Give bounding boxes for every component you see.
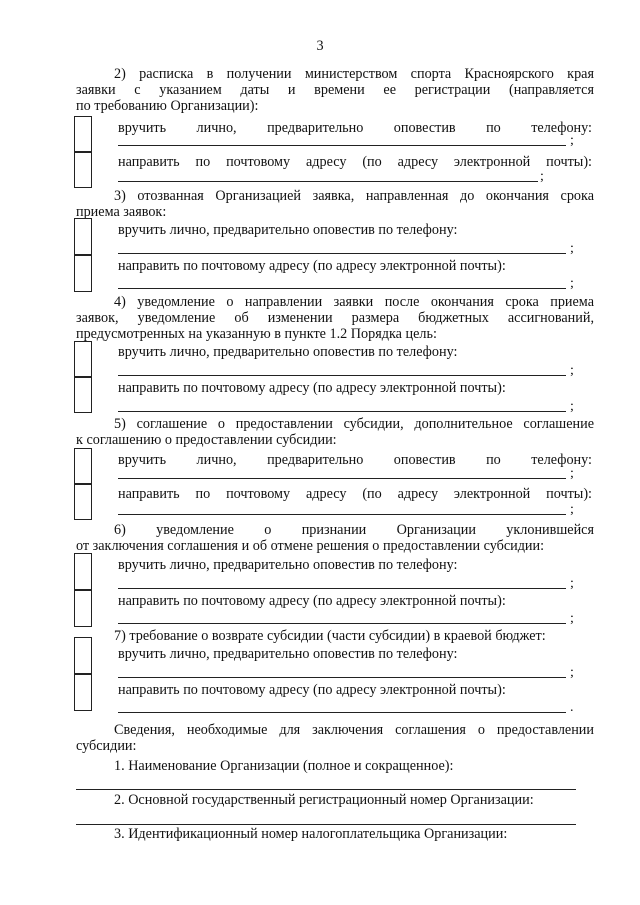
semicolon: ;: [570, 665, 574, 680]
semicolon: ;: [540, 169, 544, 184]
section-7-line-1: 7) требование о возврате субсидии (части субсидии) в краевой бюджет:: [114, 628, 546, 644]
checkbox-4-personal[interactable]: [74, 341, 92, 377]
section-5-line-2: к соглашению о предоставлении субсидии:: [76, 432, 337, 448]
checkbox-2-personal[interactable]: [74, 116, 92, 152]
section-4-line-1: 4) уведомление о направлении заявки после окончания срока приема: [114, 294, 594, 310]
section-5-option-personal: вручить лично, предварительно оповестив по телефону:: [118, 452, 592, 468]
fill-line[interactable]: [118, 623, 566, 624]
section-4-option-personal: вручить лично, предварительно оповестив по телефону:: [118, 344, 458, 360]
info-line-1: Сведения, необходимые для заключения соглашения о предоставлении: [114, 722, 594, 738]
fill-line[interactable]: [118, 145, 566, 146]
fill-line[interactable]: [118, 677, 566, 678]
section-2-option-mail: направить по почтовому адресу (по адресу электронной почты):: [118, 154, 592, 170]
semicolon: ;: [570, 363, 574, 378]
section-2-option-personal: вручить лично, предварительно оповестив по телефону:: [118, 120, 592, 136]
section-4-line-3: предусмотренных на указанную в пункте 1.2 Порядка цель:: [76, 326, 437, 342]
semicolon: ;: [570, 502, 574, 517]
semicolon: ;: [570, 241, 574, 256]
fill-line[interactable]: [76, 824, 576, 825]
fill-line[interactable]: [118, 478, 566, 479]
section-3-option-mail: направить по почтовому адресу (по адресу электронной почты):: [118, 258, 506, 274]
checkbox-7-personal[interactable]: [74, 637, 92, 674]
section-3-option-personal: вручить лично, предварительно оповестив по телефону:: [118, 222, 458, 238]
section-6-line-2: от заключения соглашения и об отмене решения о предоставлении субсидии:: [76, 538, 545, 554]
checkbox-5-mail[interactable]: [74, 484, 92, 520]
section-2-line-2: заявки с указанием даты и времени ее регистрации (направляется: [76, 82, 594, 98]
checkbox-5-personal[interactable]: [74, 448, 92, 484]
section-6-option-personal: вручить лично, предварительно оповестив по телефону:: [118, 557, 458, 573]
semicolon: ;: [570, 399, 574, 414]
checkbox-2-mail[interactable]: [74, 152, 92, 188]
fill-line[interactable]: [118, 411, 566, 412]
fill-line[interactable]: [118, 712, 566, 713]
checkbox-3-mail[interactable]: [74, 255, 92, 292]
semicolon: ;: [570, 576, 574, 591]
section-2-line-1: 2) расписка в получении министерством спорта Красноярского края: [114, 66, 594, 82]
fill-line[interactable]: [118, 253, 566, 254]
page-number: 3: [316, 38, 324, 54]
section-5-line-1: 5) соглашение о предоставлении субсидии, дополнительное соглашение: [114, 416, 594, 432]
fill-line[interactable]: [118, 588, 566, 589]
semicolon: ;: [570, 466, 574, 481]
checkbox-7-mail[interactable]: [74, 674, 92, 711]
section-5-option-mail: направить по почтовому адресу (по адресу электронной почты):: [118, 486, 592, 502]
section-4-option-mail: направить по почтовому адресу (по адресу электронной почты):: [118, 380, 506, 396]
checkbox-6-personal[interactable]: [74, 553, 92, 590]
fill-line[interactable]: [118, 375, 566, 376]
section-7-option-mail: направить по почтовому адресу (по адресу электронной почты):: [118, 682, 506, 698]
semicolon: ;: [570, 276, 574, 291]
checkbox-3-personal[interactable]: [74, 218, 92, 255]
period: .: [570, 700, 574, 715]
fill-line[interactable]: [118, 514, 566, 515]
fill-line[interactable]: [118, 288, 566, 289]
section-3-line-1: 3) отозванная Организацией заявка, направленная до окончания срока: [114, 188, 594, 204]
fill-line[interactable]: [118, 181, 538, 182]
section-2-line-3: по требованию Организации):: [76, 98, 259, 114]
info-line-2: субсидии:: [76, 738, 137, 754]
section-6-option-mail: направить по почтовому адресу (по адресу электронной почты):: [118, 593, 506, 609]
section-6-line-1: 6) уведомление о признании Организации уклонившейся: [114, 522, 594, 538]
semicolon: ;: [570, 611, 574, 626]
info-item-1: 1. Наименование Организации (полное и сокращенное):: [114, 758, 454, 774]
fill-line[interactable]: [76, 789, 576, 790]
checkbox-6-mail[interactable]: [74, 590, 92, 627]
checkbox-4-mail[interactable]: [74, 377, 92, 413]
info-item-3: 3. Идентификационный номер налогоплательщика Организации:: [114, 826, 508, 842]
section-3-line-2: приема заявок:: [76, 204, 167, 220]
section-4-line-2: заявок, уведомление об изменении размера бюджетных ассигнований,: [76, 310, 594, 326]
section-7-option-personal: вручить лично, предварительно оповестив по телефону:: [118, 646, 458, 662]
semicolon: ;: [570, 133, 574, 148]
info-item-2: 2. Основной государственный регистрационный номер Организации:: [114, 792, 534, 808]
